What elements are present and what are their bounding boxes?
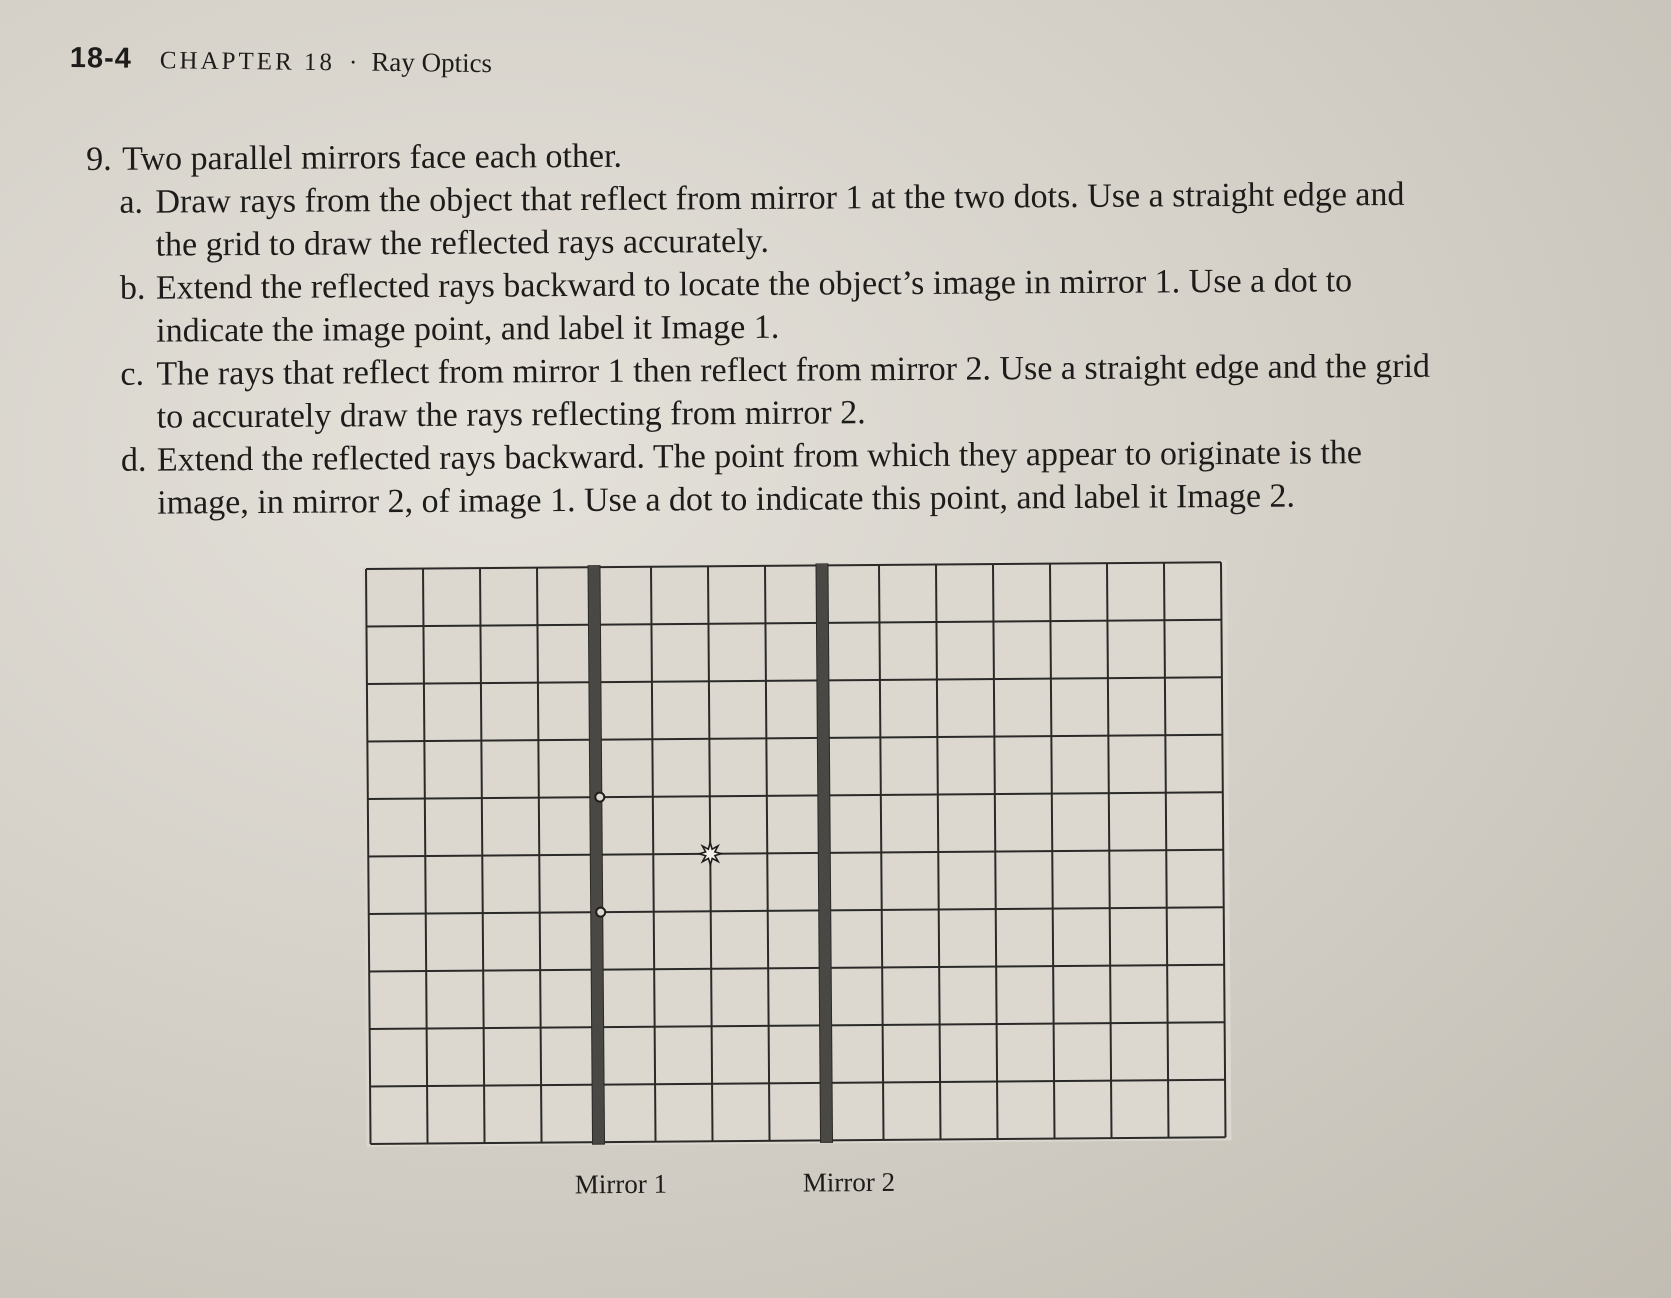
part-letter: c. [120,355,145,393]
part-b [87,258,1547,353]
grid-drawing [362,560,1232,1162]
part-a [86,172,1546,267]
reflection-dot [595,793,604,802]
header-separator: · [348,49,358,77]
part-text: Extend the reflected rays backward. The point from which they appear to originate is the image, in mirror 2, of image 1. Use a dot to indicate this point, and label it Image 2. [156,434,1363,522]
chapter-label: CHAPTER 18 [159,47,336,77]
problem-parts [86,172,1548,525]
reflection-dot [596,908,605,917]
object-star-icon [699,843,721,865]
mirror-2-label: Mirror 2 [802,1166,896,1198]
problem-9 [86,129,1548,525]
problem-stem-text: Two parallel mirrors face each other. [122,137,623,178]
part-letter: b. [119,269,146,307]
part-text: Extend the reflected rays backward to locate the object’s image in mirror 1. Use a dot to indicate the image point, and label it Image 1. [155,262,1353,350]
part-c [87,344,1547,439]
page-header [70,42,493,80]
mirror-1-label: Mirror 1 [574,1168,668,1200]
part-text: Draw rays from the object that reflect from mirror 1 at the two dots. Use a straight edge and the grid to draw the reflected rays accurately. [155,175,1405,264]
part-letter: d. [120,441,147,479]
problem-number: 9. [86,140,112,178]
page-number: 18-4 [69,42,133,75]
part-text: The rays that reflect from mirror 1 then reflect from mirror 2. Use a straight edge and the grid to accurately draw the rays reflecting from mirror 2. [156,347,1431,436]
chapter-title: Ray Optics [371,46,493,79]
part-d [88,430,1548,525]
part-letter: a. [119,183,144,221]
mirror-grid-figure [362,560,1232,1200]
